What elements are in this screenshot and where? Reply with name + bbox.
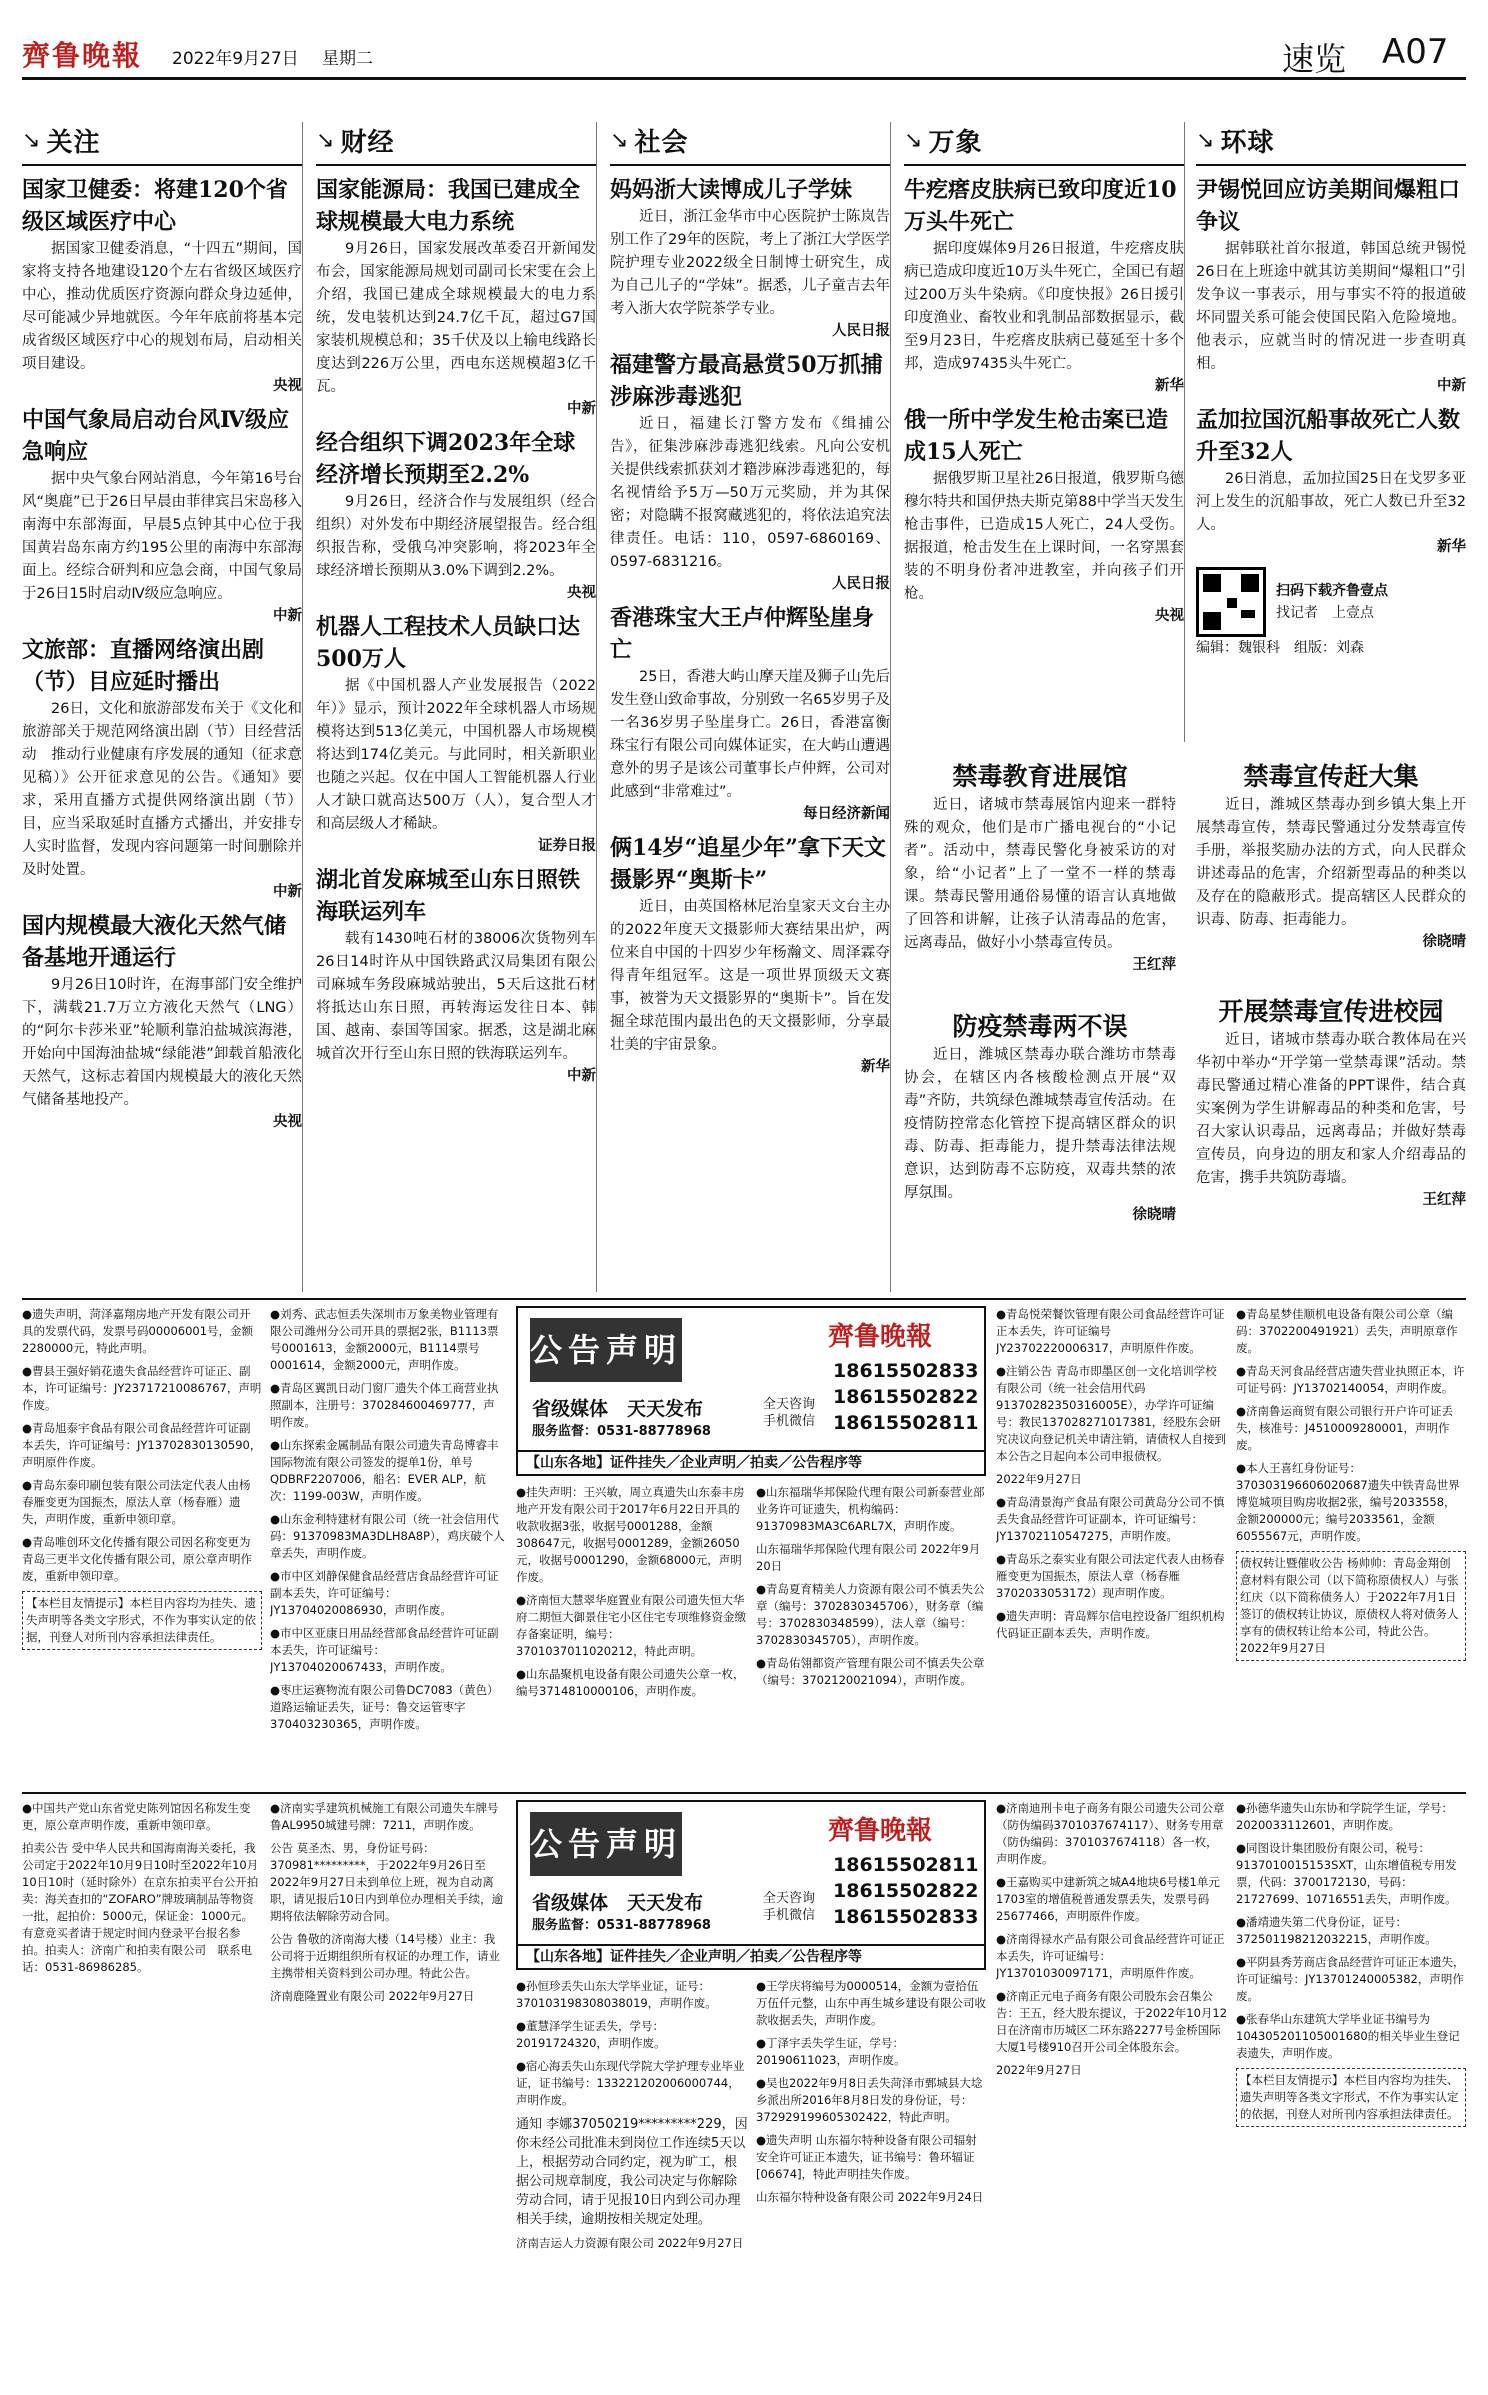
ad-column xyxy=(516,1484,748,1786)
ad-item: ●青岛天河食品经营店遗失营业执照正本，许可证号码：JY13702140054，声明作废。 xyxy=(1236,1364,1465,1395)
ad-item: ●注销公告 青岛市即墨区创一文化培训学校有限公司（统一社会信用代码91370282350316005E），办学许可证编号：教民137028271017381，经股东会研究决议向登记机关申请注销，请债权人自接到本公告之日起向本公司申报债权。 xyxy=(996,1364,1226,1463)
qr-label-download: 扫码下载齐鲁壹点 xyxy=(1276,583,1388,599)
article xyxy=(316,174,596,419)
column-header xyxy=(22,122,302,166)
ad-item: 2022年9月27日 xyxy=(996,1472,1082,1486)
article-body: 26日，文化和旅游部发布关于《文化和旅游部关于规范网络演出剧（节）目经营活动 推动行业健康有序发展的通知（征求意见稿）》公开征求意见的公告。《通知》要求，采用直播方式提供网络演出剧（节）目，应当采取延时直播方式播出，并安排专人实时监督，发现内容问题第一时间删除并及时处置。 xyxy=(22,701,302,878)
banner-logo: 齊鲁晚報 xyxy=(828,1816,933,1846)
ad-item: ●青岛东泰印刷包装有限公司法定代表人由杨春雁变更为国振杰，原法人章（杨春雁）遗失，声明作废，重新申领印章。 xyxy=(22,1478,251,1526)
banner-title: 公告声明 xyxy=(530,1812,682,1876)
article-source: 新华 xyxy=(861,1059,890,1075)
ad-item: ●青岛悦荣餐饮管理有限公司食品经营许可证正本丢失，许可证编号JY23702220006317，声明原件作废。 xyxy=(996,1307,1225,1355)
article-source: 央视 xyxy=(273,1114,302,1130)
article-headline: 俩14岁“追星少年”拿下天文摄影界“奥斯卡” xyxy=(610,835,886,893)
ad-item: ●遗失声明：青岛辉尔信电控设备厂组织机构代码证正副本丢失，声明作废。 xyxy=(996,1609,1225,1640)
article-body: 据国家卫健委消息，“十四五”期间，国家将支持各地建设120个左右省级区域医疗中心，推动优质医疗资源向群众身边延伸，尽可能减少异地就医。今年年底前将基本完成省级区域医疗中心的规划布局，启动相关项目建设。 xyxy=(22,241,302,372)
article-body: 据俄罗斯卫星社26日报道，俄罗斯乌德穆尔特共和国伊热夫斯克第88中学当天发生枪击事件，已造成15人死亡，24人受伤。据报道，枪击发生在上课时间，一名穿黑套装的不明身份者冲进教室，并向孩子们开枪。 xyxy=(904,471,1184,602)
article-body: 据中央气象台网站消息，今年第16号台风“奥鹿”已于26日早晨由菲律宾吕宋岛移入南海中东部海面，早晨5点钟其中心位于我国黄岩岛东南方约195公里的南海中东部海面上。经综合研判和应急会商，中国气象局于26日15时启动Ⅳ级应急响应。 xyxy=(22,471,302,602)
banner-category-bar: 【山东各地】证件挂失／企业声明／拍卖／公告程序等 xyxy=(518,1450,984,1474)
issue-weekday: 星期二 xyxy=(322,49,373,69)
qr-label-reporter: 找记者 上壹点 xyxy=(1276,605,1374,621)
article xyxy=(22,404,302,626)
article xyxy=(1196,404,1466,557)
ad-item: ●济南恒大慧翠华庭置业有限公司遗失恒大华府二期恒大御景住宅小区住宅专项维修资金缴存备案证明，编号：3701037011020212，特此声明。 xyxy=(516,1593,746,1658)
ad-item: ●宿心海丢失山东现代学院大学护理专业毕业证，证书编号：133221202006000744，声明作废。 xyxy=(516,2059,745,2107)
ad-item: 山东福瑞华邦保险代理有限公司 2022年9月20日 xyxy=(756,1542,981,1573)
column-caijing xyxy=(316,122,596,1292)
article-source: 央视 xyxy=(1155,608,1184,624)
article-headline: 禁毒宣传赶大集 xyxy=(1243,762,1419,791)
anti-drug-article-2 xyxy=(904,1010,1176,1290)
ad-column xyxy=(22,1800,262,2385)
banner-logo: 齊鲁晚報 xyxy=(828,1322,933,1352)
article-source: 新华 xyxy=(1155,378,1184,394)
check-mark-icon: ↘ xyxy=(22,128,41,153)
article-body: 近日，潍城区禁毒办联合潍坊市禁毒协会，在辖区内各核酸检测点开展“双毒”齐防，共筑绿色潍城禁毒宣传活动。在疫情防控常态化管控下提高辖区群众的识毒、防毒、拒毒能力，提升禁毒法律法规意识，达到防毒不忘防疫，双毒共禁的浓厚氛围。 xyxy=(904,1047,1176,1201)
page-number: A07 xyxy=(1382,32,1449,72)
article-headline: 国内规模最大液化天然气储备基地开通运行 xyxy=(22,913,287,971)
ad-item: ●孙德华遗失山东协和学院学生证，学号：2020033112601，声明作废。 xyxy=(1236,1801,1454,1832)
article-body: 9月26日，经济合作与发展组织（经合组织）对外发布中期经济展望报告。经合组织报告称，受俄乌冲突影响，将2023年全球经济增长预期从3.0%下调到2.2%。 xyxy=(316,494,596,579)
article-headline: 经合组织下调2023年全球经济增长预期至2.2% xyxy=(316,430,576,488)
ad-item: ●山东金利特建材有限公司（统一社会信用代码：91370983MA3DLH8A8P），鸡庆破个人章丢失，声明作废。 xyxy=(270,1512,505,1560)
ad-item: ●青岛唯创环文化传播有限公司因名称变更为青岛三更半文化传播有限公司，原公章声明作废，重新申领印章。 xyxy=(22,1535,252,1583)
check-mark-icon: ↘ xyxy=(610,128,629,153)
article-body: 9月26日，国家发展改革委召开新闻发布会，国家能源局规划司副司长宋雯在会上介绍，我国已建成全球规模最大的电力系统，发电装机达到24.7亿千瓦，超过G7国家装机规模总和；35千伏及以上输电线路长度达到226万公里，西电东送规模超3亿千瓦。 xyxy=(316,241,596,395)
ad-column xyxy=(756,1484,986,1786)
banner-slogan: 省级媒体 天天发布 xyxy=(532,1892,704,1914)
check-mark-icon: ↘ xyxy=(1196,128,1215,153)
ad-item: ●济南得禄水产品有限公司食品经营许可证正本丢失，许可证编号：JY13701030097171，声明原件作废。 xyxy=(996,1932,1225,1980)
article xyxy=(904,404,1184,626)
anti-drug-article-4 xyxy=(1196,995,1466,1290)
ad-column xyxy=(996,1800,1228,2385)
article-body: 近日，福建长汀警方发布《缉捕公告》，征集涉麻涉毒逃犯线索。凡向公安机关提供线索抓获刘才籍涉麻涉毒逃犯的，每名视情给予5万—50万元奖励，并为其保密；对隐瞒不报窝藏逃犯的，将依法追究法律责任。电话：110，0597-6860169、0597-6831216。 xyxy=(610,416,890,570)
ad-item: ●济南迪刑卡电子商务有限公司遗失公司公章（防伪编码3701037674117）、财务专用章（防伪编码：3701037674118）各一枚，声明作废。 xyxy=(996,1801,1225,1866)
newspaper-logo: 齊鲁晚報 xyxy=(22,39,143,72)
issue-date: 2022年9月27日 xyxy=(172,49,299,69)
ad-item: 拍卖公告 受中华人民共和国海南海关委托，我公司定于2022年10月9日10时至2022年10月10日10时（延时除外）在京东拍卖平台公开拍卖：海关查扣的“ZOFARO”牌玻璃制品等物资一批，起拍价：5000元，保证金：1000元。有意竞买者请于规定时间内登录平台报名参拍。拍卖人：济南广和拍卖有限公司 联系电话：0531-86986285。 xyxy=(22,1841,259,1974)
anti-drug-article-1 xyxy=(904,760,1176,1000)
article-source: 中新 xyxy=(567,1068,596,1084)
article-headline: 国家能源局：我国已建成全球规模最大电力系统 xyxy=(316,177,581,235)
ad-column xyxy=(22,1306,262,1786)
ad-item: ●平阴县秀芳商店食品经营许可证正本遗失，许可证编号：JY13701240005382，声明作废。 xyxy=(1236,1955,1465,2003)
column-shehui xyxy=(610,122,890,1292)
ad-item: ●市中区刘静保健食品经营店食品经营许可证副本丢失，许可证编号：JY13704020086930，声明作废。 xyxy=(270,1569,499,1617)
ad-item: ●丁泽宇丢失学生证，学号：20190611023，声明作废。 xyxy=(756,2036,906,2067)
article-body: 9月26日10时许，在海事部门安全维护下，满载21.7万立方液化天然气（LNG）的“阿尔卡莎米亚”轮顺利靠泊盐城滨海港，开始向中国海油盐城“绿能港”卸载首船液化天然气，这标志着国内规模最大的液化天然气储备基地投产。 xyxy=(22,977,302,1108)
qr-block xyxy=(1196,567,1466,637)
article-headline: 机器人工程技术人员缺口达500万人 xyxy=(316,614,581,672)
banner-monitor: 服务监督：0531-88778968 xyxy=(532,1424,711,1439)
ad-item: ●潘靖遗失第二代身份证，证号：372501198212032215，声明作废。 xyxy=(1236,1915,1437,1946)
article-author: 徐晓晴 xyxy=(1422,934,1466,950)
article-source: 每日经济新闻 xyxy=(803,806,890,822)
column-guanzhu xyxy=(22,122,302,1292)
article xyxy=(316,611,596,856)
ad-item: ●山东探索金属制品有限公司遗失青岛博睿丰国际物流有限公司签发的提单1份，单号QDBRF2207006，船名：EVER ALP，航次：1199-003W，声明作废。 xyxy=(270,1438,499,1503)
article-body: 26日消息，孟加拉国25日在戈罗多亚河上发生的沉船事故，死亡人数已升至32人。 xyxy=(1196,471,1466,533)
article-source: 人民日报 xyxy=(832,576,890,592)
ad-item: 山东福尔特种设备有限公司 2022年9月24日 xyxy=(756,2190,984,2204)
article xyxy=(316,864,596,1086)
article-source: 证券日报 xyxy=(538,838,596,854)
notice-box: 【本栏目友情提示】本栏目内容均为挂失、遗失声明等各类文字形式，不作为事实认定的依据，刊登人对所刊内容承担法律责任。 xyxy=(1236,2068,1466,2127)
article-headline: 防疫禁毒两不误 xyxy=(952,1012,1128,1041)
article-source: 新华 xyxy=(1437,539,1466,555)
ad-item: ●济南正元电子商务有限公司股东会召集公告：王五，经大股东提议，于2022年10月12日在济南市历城区二环东路2277号金桥国际大厦1号楼910召开公司全体股东会。 xyxy=(996,1989,1228,2054)
notice-banner xyxy=(516,1800,986,1970)
article-headline: 中国气象局启动台风Ⅳ级应急响应 xyxy=(22,407,289,465)
article-body: 近日，潍城区禁毒办到乡镇大集上开展禁毒宣传，禁毒民警通过分发禁毒宣传手册，举报奖励办法的方式，向人民群众讲述毒品的危害，介绍新型毒品的种类以及存在的隐蔽形式。提高辖区人民群众的识毒、防毒、拒毒能力。 xyxy=(1196,797,1466,928)
ad-item: ●孙恒珍丢失山东大学毕业证，证号：370103198308038019，声明作废。 xyxy=(516,1979,717,2010)
ad-item: ●挂失声明：王兴敏，周立真遗失山东泰丰房地产开发有限公司于2017年6月22日开具的收款收据3张，收据号0001288，金额308647元，收据号0001289，金额26050元，收据号0001290，金额68000元，声明作废。 xyxy=(516,1485,745,1584)
column-title: 环球 xyxy=(1220,128,1275,158)
column-title: 社会 xyxy=(634,128,689,158)
article-source: 中新 xyxy=(1437,378,1466,394)
banner-phone[interactable]: 18615502822 xyxy=(833,1880,979,1902)
banner-category-bar: 【山东各地】证件挂失／企业声明／拍卖／公告程序等 xyxy=(518,1944,984,1968)
ad-item: ●中国共产党山东省党史陈列馆因名称发生变更，原公章声明作废，重新申领印章。 xyxy=(22,1801,251,1832)
notice-banner xyxy=(516,1306,986,1476)
article-headline: 妈妈浙大读博成儿子学妹 xyxy=(610,177,853,203)
article-source: 央视 xyxy=(273,378,302,394)
article-body: 近日，由英国格林尼治皇家天文台主办的2022年度天文摄影师大赛结果出炉，两位来自中国的十四岁少年杨瀚文、周泽霖夺得青年组冠军。这是一项世界顶级天文赛事，被誉为天文摄影界的“奥斯卡”。旨在发掘全球范围内最出色的天文摄影师，分享最壮美的宇宙景象。 xyxy=(610,899,890,1053)
article-source: 人民日报 xyxy=(832,323,890,339)
ad-item: 公告 鲁敬的济南海大楼（14号楼）业主：我公司将于近期组织所有权证的办理工作，请业主携带相关资料到公司办理。特此公告。 xyxy=(270,1932,500,1980)
ad-item: ●张春华山东建筑大学毕业证书编号为104305201105001680的相关毕业生登记表遗失，声明作废。 xyxy=(1236,2012,1460,2060)
ad-item: ●青岛星梦佳顺机电设备有限公司公章（编码：3702200491921）丢失，声明原章作废。 xyxy=(1236,1307,1458,1355)
banner-hotline-label: 全天咨询手机微信 xyxy=(763,1891,816,1923)
article-body: 近日，诸城市禁毒展馆内迎来一群特殊的观众，他们是市广播电视台的“小记者”。活动中，禁毒民警化身被采访的对象，给“小记者”上了一堂不一样的禁毒课。禁毒民警用通俗易懂的语言认真地做了回答和讲解，让孩子认清毒品的危害，远离毒品，做好小小禁毒宣传员。 xyxy=(904,797,1176,951)
banner-title: 公告声明 xyxy=(530,1318,682,1382)
ad-column xyxy=(270,1800,506,2385)
ad-item: 公告 莫圣杰、男，身份证号码：370981*********，于2022年9月26日至2022年9月27日未到单位上班，视为自动离职，请见报后10日内到单位办理相关手续，逾期将依法解除劳动合同。 xyxy=(270,1841,504,1923)
column-header xyxy=(316,122,596,166)
article-headline: 香港珠宝大王卢仲辉坠崖身亡 xyxy=(610,605,875,663)
ad-item: ●刘秀、武志恒丢失深圳市万象美物业管理有限公司潍州分公司开具的票据2张，B1113票号0001613，金额2000元，B1114票号0001614，金额2000元，声明作废。 xyxy=(270,1307,499,1372)
check-mark-icon: ↘ xyxy=(904,128,923,153)
article-body: 载有1430吨石材的38006次货物列车26日14时许从中国铁路武汉局集团有限公司麻城车务段麻城站驶出，5天后这批石材将抵达山东日照，再转海运发往日本、韩国、越南、泰国等国家。据悉，这是湖北麻城首次开行至山东日照的铁海联运列车。 xyxy=(316,931,596,1062)
article-headline: 湖北首发麻城至山东日照铁海联运列车 xyxy=(316,867,581,925)
qr-code-icon[interactable] xyxy=(1196,567,1266,637)
article-body: 近日，浙江金华市中心医院护士陈岚告别工作了29年的医院，考上了浙江大学医学院护理专业2022级全日制博士研究生，成为自己儿子的“学妹”。据悉，儿子童吉去年考入浙大农学院茶学专业。 xyxy=(610,209,890,317)
ad-column xyxy=(756,1978,986,2385)
article-author: 王红萍 xyxy=(1132,957,1176,973)
column-header xyxy=(1196,122,1466,166)
ad-item: ●青岛区翼凯日动门窗厂遗失个体工商营业执照副本，注册号：370284600469777，声明作废。 xyxy=(270,1381,499,1429)
banner-slogan: 省级媒体 天天发布 xyxy=(532,1398,704,1420)
article-headline: 福建警方最高悬赏50万抓捕涉麻涉毒逃犯 xyxy=(610,352,883,410)
banner-phone[interactable]: 18615502811 xyxy=(833,1412,979,1434)
column-title: 财经 xyxy=(340,128,395,158)
article-headline: 俄一所中学发生枪击案已造成15人死亡 xyxy=(904,407,1169,465)
check-mark-icon: ↘ xyxy=(316,128,335,153)
article-author: 王红萍 xyxy=(1422,1192,1466,1208)
column-header xyxy=(904,122,1184,166)
article-source: 中新 xyxy=(567,401,596,417)
ad-item: ●遗失声明 山东福尔特种设备有限公司辐射安全许可证正本遗失，证书编号：鲁环辐证[06674]，特此声明挂失作废。 xyxy=(756,2133,977,2181)
article xyxy=(610,832,890,1077)
article-headline: 尹锡悦回应访美期间爆粗口争议 xyxy=(1196,177,1461,235)
ad-item: ●青岛乐之泰实业有限公司法定代表人由杨春雁变更为国振杰，原法人章（杨春雁3702033053172）现声明作废。 xyxy=(996,1552,1225,1600)
section-divider xyxy=(22,1792,1466,1794)
ad-column xyxy=(1236,1306,1466,1786)
banner-monitor: 服务监督：0531-88778968 xyxy=(532,1918,711,1933)
article-headline: 国家卫健委：将建120个省级区域医疗中心 xyxy=(22,177,288,235)
article-body: 近日，诸城市禁毒办联合教体局在兴华初中举办“开学第一堂禁毒课”活动。禁毒民警通过精心准备的PPT课件，结合真实案例为学生讲解毒品的种类和危害，号召大家认识毒品，远离毒品；并做好禁毒宣传员，向身边的朋友和家人介绍毒品的危害，携手共筑防毒墙。 xyxy=(1196,1032,1466,1186)
ad-column xyxy=(996,1306,1228,1786)
ad-item: ●遗失声明，菏泽嘉翔房地产开发有限公司开具的发票代码，发票号码00006001号，金额2280000元，特此声明。 xyxy=(22,1307,254,1355)
banner-phone[interactable]: 18615502822 xyxy=(833,1386,979,1408)
banner-phone[interactable]: 18615502833 xyxy=(833,1906,979,1928)
article xyxy=(1196,174,1466,396)
ad-item: ●青岛旭泰宇食品有限公司食品经营许可证副本丢失，许可证编号：JY13702830130590，声明原件作废。 xyxy=(22,1421,262,1469)
anti-drug-article-3 xyxy=(1196,760,1466,990)
ad-item: ●同图设计集团股份有限公司，税号：9137010015153SXT，山东增值税专用发票，代码：3700172130，号码：21727699、10716551丢失，声明作废。 xyxy=(1236,1841,1457,1906)
ad-item: ●青岛夏育精美人力资源有限公司不慎丢失公章（编号：3702830345706），财务章（编号：3702830348599），法人章（编号：3702830345705），声明作废。 xyxy=(756,1582,985,1647)
banner-phone[interactable]: 18615502811 xyxy=(833,1854,979,1876)
masthead xyxy=(22,28,1466,80)
article-source: 央视 xyxy=(567,585,596,601)
column-title: 关注 xyxy=(46,128,101,158)
article-body: 据韩联社首尔报道，韩国总统尹锡悦26日在上班途中就其访美期间“爆粗口”引发争议一事表示，用与事实不符的报道破坏同盟关系可能会使国民陷入危险境地。他表示，应就当时的情况进一步查明真相。 xyxy=(1196,241,1466,372)
ad-item: ●济南鲁运商贸有限公司银行开户许可证丢失，核准号：J4510009280001，声明作废。 xyxy=(1236,1404,1454,1452)
section-divider xyxy=(22,1298,1466,1300)
article xyxy=(22,634,302,902)
ad-item: ●曹县王强好销花遗失食品经营许可证正、副本，许可证编号：JY23717210086767，声明作废。 xyxy=(22,1364,262,1412)
section-name: 速览 xyxy=(1282,40,1347,78)
column-title: 万象 xyxy=(928,128,983,158)
ad-item: ●市中区亚康日用品经营部食品经营许可证副本丢失，许可证编号：JY13704020067433，声明作废。 xyxy=(270,1626,499,1674)
column-wanxiang xyxy=(904,122,1184,742)
article-headline: 文旅部：直播网络演出剧（节）目应延时播出 xyxy=(22,637,265,695)
ad-item: ●青岛佑翎都资产管理有限公司不慎丢失公章（编号：3702120021094），声明作废。 xyxy=(756,1656,985,1687)
ad-column xyxy=(270,1306,506,1786)
ad-item: 通知 李娜37050219*********229，因你未经公司批准未到岗位工作连续5天以上，根据劳动合同约定，视为旷工，根据公司规章制度，我公司决定与你解除劳动合同，请于见报10日内到公司办理相关手续，逾期按相关规定处理。 xyxy=(516,2117,748,2227)
article-headline: 开展禁毒宣传进校园 xyxy=(1218,997,1444,1026)
article xyxy=(316,427,596,603)
article-source: 中新 xyxy=(273,884,302,900)
article xyxy=(904,174,1184,396)
ad-item: ●山东福瑞华邦保险代理有限公司新泰营业部业务许可证遗失，机构编码：91370983MA3C6ARL7X，声明作废。 xyxy=(756,1485,985,1533)
banner-hotline-label: 全天咨询手机微信 xyxy=(763,1397,816,1429)
ad-item: 济南鹿隆置业有限公司 2022年9月27日 xyxy=(270,1989,475,2003)
article xyxy=(610,602,890,824)
editor-credit: 编辑：魏银科 组版：刘森 xyxy=(1196,640,1364,656)
ad-item: ●青岛清景海产食品有限公司黄岛分公司不慎丢失食品经营许可证副本，许可证编号：JY13702110547275，声明作废。 xyxy=(996,1495,1225,1543)
column-huanqiu xyxy=(1196,122,1466,742)
notice-box: 债权转让暨催收公告 杨帅帅：青岛金翔创意材料有限公司（以下简称原债权人）与张红庆（以下简称债务人）于2022年7月1日签订的债权转让协议，原债权人将对债务人享有的债权转让给本公司，特此公告。 2022年9月27日 xyxy=(1236,1551,1466,1661)
article xyxy=(22,174,302,396)
article-headline: 牛疙瘩皮肤病已致印度近10万头牛死亡 xyxy=(904,177,1177,235)
ad-item: 济南吉运人力资源有限公司 2022年9月27日 xyxy=(516,2236,744,2250)
notice-box: 【本栏目友情提示】本栏目内容均为挂失、遗失声明等各类文字形式，不作为事实认定的依据，刊登人对所刊内容承担法律责任。 xyxy=(22,1591,262,1650)
article-headline: 禁毒教育进展馆 xyxy=(952,762,1128,791)
column-header xyxy=(610,122,890,166)
ad-item: ●王嘉购买中建新筑之城A4地块6号楼1单元1703室的增值税普通发票丢失，发票号码25677466，声明原件作废。 xyxy=(996,1875,1220,1923)
ad-column xyxy=(516,1978,748,2385)
article-author: 徐晓晴 xyxy=(1132,1207,1176,1223)
ad-item: ●吴也2022年9月8日丢失菏泽市鄄城县大埝乡派出所2016年8月8日发的身份证，号：372929199605302422，特此声明。 xyxy=(756,2076,983,2124)
ad-item: ●枣庄运赛物流有限公司鲁DC7083（黄色）道路运输证丢失，证号：鲁交运管枣字370403230365，声明作废。 xyxy=(270,1683,499,1731)
article xyxy=(610,174,890,341)
article xyxy=(22,910,302,1132)
ad-item: ●本人王喜红身份证号：370303196606020687遗失中铁青岛世界博览城项目购房收据2张，编号2033558，金额200000元；编号2033561，金额6055567元，声明作废。 xyxy=(1236,1461,1460,1543)
article xyxy=(610,349,890,594)
ad-item: ●山东晶聚机电设备有限公司遗失公章一枚，编号3714810000106，声明作废。 xyxy=(516,1667,745,1698)
article-body: 25日，香港大屿山摩天崖及狮子山先后发生登山致命事故，分别致一名65岁男子及一名36岁男子坠崖身亡。26日，香港富衡珠宝行有限公司向媒体证实，在大屿山遭遇意外的男子是该公司董事长卢仲辉，公司对此感到“非常难过”。 xyxy=(610,669,890,800)
article-headline: 孟加拉国沉船事故死亡人数升至32人 xyxy=(1196,407,1461,465)
article-source: 中新 xyxy=(273,608,302,624)
ad-column xyxy=(1236,1800,1466,2385)
ad-item: ●王学庆将编号为0000514，金额为壹拾伍万伍仟元整，山东中再生城乡建设有限公司收款收据丢失，声明作废。 xyxy=(756,1979,986,2027)
article-body: 据《中国机器人产业发展报告（2022年）》显示，预计2022年全球机器人市场规模将达到513亿美元，中国机器人市场规模将达到174亿美元。与此同时，相关新职业也随之兴起。仅在中国人工智能机器人行业人才缺口就高达500万（人），复合型人才和高层级人才稀缺。 xyxy=(316,678,596,832)
article-body: 据印度媒体9月26日报道，牛疙瘩皮肤病已造成印度近10万头牛死亡，全国已有超过200万头牛染病。《印度快报》26日援引印度渔业、畜牧业和乳制品部数据显示，截至9月23日，牛疙瘩皮肤病已蔓延至十多个邦，造成97435头牛死亡。 xyxy=(904,241,1184,372)
ad-item: 2022年9月27日 xyxy=(996,2063,1082,2077)
banner-phone[interactable]: 18615502833 xyxy=(833,1360,979,1382)
ad-item: ●董慧泽学生证丢失，学号：20191724320，声明作废。 xyxy=(516,2019,666,2050)
ad-item: ●济南实孚建筑机械施工有限公司遗失车牌号鲁AL9950城建号牌：7211，声明作废。 xyxy=(270,1801,499,1832)
